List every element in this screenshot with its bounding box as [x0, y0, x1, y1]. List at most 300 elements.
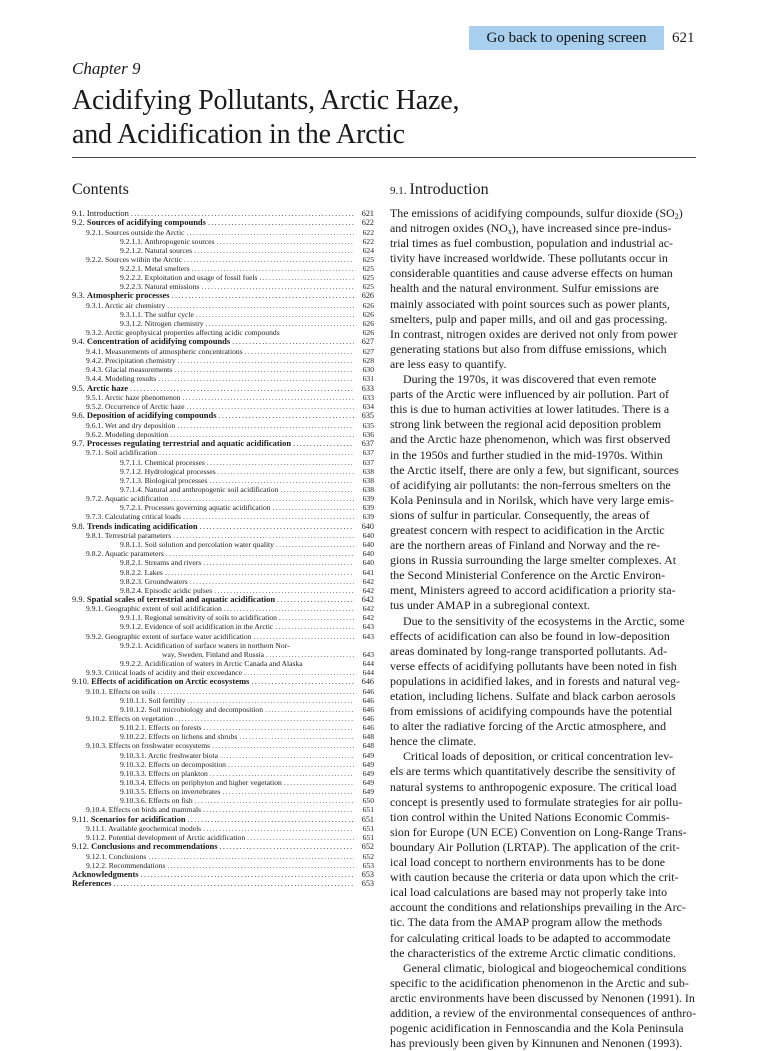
toc-entry[interactable] — [72, 796, 374, 805]
toc-page-number: 630 — [362, 365, 374, 375]
toc-entry[interactable] — [72, 411, 374, 420]
toc-entry-title: 9.2.1.2. Natural sources — [120, 245, 193, 255]
toc-entry-title: 9.3.1.2. Nitrogen chemistry — [120, 319, 204, 329]
toc-page-number: 646 — [362, 723, 374, 733]
toc-page-number: 622 — [362, 227, 374, 237]
paragraph-line: mainly associated with point sources such as power plants, — [390, 296, 670, 311]
toc-leader-dots — [187, 228, 355, 237]
toc-entry[interactable] — [72, 273, 374, 282]
toc-entry[interactable] — [72, 870, 374, 879]
toc-entry[interactable] — [72, 282, 374, 291]
toc-leader-dots — [172, 291, 354, 300]
toc-entry[interactable] — [72, 356, 374, 365]
toc-entry[interactable] — [72, 264, 374, 273]
toc-entry[interactable] — [72, 393, 374, 402]
toc-page-number: 627 — [362, 346, 374, 356]
toc-leader-dots — [195, 796, 354, 805]
toc-page-number: 626 — [362, 300, 374, 310]
toc-page-number: 650 — [362, 796, 374, 806]
toc-entry-title: 9.2.1. Sources outside the Arctic — [86, 227, 185, 237]
toc-page-number: 653 — [362, 860, 374, 870]
toc-page-number: 643 — [362, 649, 374, 659]
toc-leader-dots — [159, 448, 354, 457]
toc-entry-title: 9.7.2. Aquatic acidification — [86, 494, 169, 504]
toc-entry[interactable] — [72, 861, 374, 870]
toc-entry-title: 9.4.1. Measurements of atmospheric concentrations — [86, 346, 243, 356]
toc-leader-dots — [276, 540, 354, 549]
toc-entry[interactable] — [72, 485, 374, 494]
toc-page-number: 644 — [362, 658, 374, 668]
toc-entry-title: 9.3.1. Arctic air chemistry — [86, 300, 166, 310]
toc-page-number: 641 — [362, 567, 374, 577]
paragraph-line: hence the climate. — [390, 734, 477, 749]
toc-entry[interactable] — [72, 632, 374, 641]
toc-page-number: 649 — [362, 759, 374, 769]
toc-entry-title: 9.10.3.4. Effects on periphyton and higher vegetation — [120, 777, 282, 787]
toc-entry[interactable] — [72, 687, 374, 696]
toc-entry-title: 9.11.1. Available geochemical models — [86, 823, 202, 833]
toc-page-number: 635 — [362, 420, 374, 430]
toc-entry[interactable] — [72, 291, 374, 300]
toc-page-number: 640 — [362, 540, 374, 550]
toc-page-number: 652 — [362, 851, 374, 861]
toc-leader-dots — [208, 218, 354, 227]
paragraph-line: parts of the Arctic were influenced by air pollution. Part of — [390, 387, 670, 402]
toc-entry-label: Deposition of acidifying compounds — [86, 411, 217, 421]
toc-entry-title: 9.10.3. Effects on freshwater ecosystems — [86, 741, 211, 751]
toc-leader-dots — [170, 494, 354, 503]
toc-entry[interactable] — [72, 677, 374, 686]
toc-entry-title: 9.5.2. Occurrence of Arctic haze — [86, 402, 185, 412]
paragraph-line: from emissions of acidifying compounds have the potential — [390, 704, 673, 719]
paragraph-line: ical load concept to northern environments has to be done — [390, 855, 666, 870]
toc-entry-number: 9.6. — [72, 411, 87, 421]
paragraph-line: are the northern areas of Finland and Norway and the re- — [390, 538, 661, 553]
toc-leader-dots — [222, 787, 354, 796]
toc-entry[interactable] — [72, 476, 374, 485]
toc-page-number: 642 — [361, 594, 374, 604]
toc-entry-title: 9.9.1.2. Evidence of soil acidification in the Arctic — [120, 622, 274, 632]
toc-entry[interactable] — [72, 824, 374, 833]
paragraph-line: tic. The data from the AMAP program allow the methods — [390, 915, 663, 930]
toc-entry[interactable] — [72, 374, 374, 383]
toc-page-number: 636 — [362, 429, 374, 439]
toc-page-number: 625 — [362, 282, 374, 292]
toc-leader-dots — [173, 531, 354, 540]
toc-entry-title: 9.9.1. Geographic extent of soil acidification — [86, 604, 222, 614]
toc-leader-dots — [232, 337, 354, 346]
toc-entry[interactable] — [72, 741, 374, 750]
toc-leader-dots — [167, 861, 354, 870]
paragraph-line: arctic environments have been discussed by Nenonen (1991). In — [390, 990, 695, 1005]
toc-page-number: 649 — [362, 768, 374, 778]
toc-entry[interactable] — [72, 586, 374, 595]
toc-entry[interactable] — [72, 421, 374, 430]
toc-leader-dots — [203, 805, 354, 814]
toc-page-number: 640 — [362, 549, 374, 559]
toc-page-number: 625 — [362, 264, 374, 274]
toc-leader-dots — [280, 485, 354, 494]
toc-page-number: 635 — [361, 411, 374, 421]
toc-page-number: 625 — [362, 254, 374, 264]
paragraph-line: smelters, pulp and paper mills, and oil and gas processing. — [390, 311, 668, 326]
toc-page-number: 640 — [362, 530, 374, 540]
toc-leader-dots — [175, 714, 354, 723]
paragraph-line: and nitrogen oxides $(NO_x)$, have increased since pre-indus- — [390, 221, 672, 237]
toc-entry-title: 9.7.1.1. Chemical processes — [120, 457, 205, 467]
paragraph-line: In contrast, nitrogen oxides are derived not only from power — [390, 326, 678, 341]
toc-entry-title — [72, 218, 206, 227]
paragraph-line: natural systems to anthropogenic exposure. The critical load — [390, 779, 677, 794]
toc-entry[interactable] — [72, 255, 374, 264]
toc-entry-title — [72, 677, 249, 686]
toc-entry-number: 9.8. — [72, 521, 87, 531]
paragraph-line: considerable quantities and cause adverse effects on human — [390, 266, 673, 281]
paragraph-line: areas dominated by long-range transported pollutants. Ad- — [390, 643, 668, 658]
toc-entry[interactable] — [72, 512, 374, 521]
toc-page-number: 626 — [362, 309, 374, 319]
toc-entry[interactable] — [72, 705, 374, 714]
toc-entry[interactable] — [72, 384, 374, 393]
paragraph-line: the Second Ministerial Conference on the Arctic Environ- — [390, 568, 666, 583]
toc-entry-label: Introduction — [86, 209, 129, 218]
toc-entry-number: 9.12. — [72, 842, 92, 852]
toc-page-number: 637 — [361, 439, 374, 449]
toc-leader-dots — [174, 365, 354, 374]
toc-leader-dots — [177, 421, 354, 430]
toc-entry-title: 9.12.2. Recommendations — [86, 860, 166, 870]
toc-entry[interactable] — [72, 310, 374, 319]
toc-leader-dots — [130, 384, 354, 393]
toc-leader-dots — [207, 458, 354, 467]
toc-leader-dots — [170, 430, 354, 439]
toc-entry[interactable] — [72, 613, 374, 622]
toc-entry[interactable] — [72, 549, 374, 558]
paragraph-line: sion for Europe (UN ECE) Convention on Long-Range Trans- — [390, 824, 687, 839]
toc-leader-dots — [186, 402, 354, 411]
toc-entry[interactable] — [72, 494, 374, 503]
toc-entry-title: 9.12.1. Conclusions — [86, 851, 147, 861]
toc-entry[interactable] — [72, 805, 374, 814]
paragraph-line: in the 1950s and further studied in the mid-1970s. Within — [390, 447, 663, 462]
toc-leader-dots — [218, 467, 354, 476]
toc-entry[interactable] — [72, 319, 374, 328]
toc-page-number: 648 — [362, 741, 374, 751]
toc-page-number: 642 — [362, 576, 374, 586]
toc-entry-number: 9.3. — [72, 291, 87, 301]
paragraph-line: During the 1970s, it was discovered that even remote — [403, 372, 657, 387]
toc-page-number: 626 — [362, 319, 374, 329]
toc-entry-title: 9.5.1. Arctic haze phenomenon — [86, 392, 181, 402]
toc-page-number: 646 — [361, 677, 374, 687]
toc-page-number: 643 — [362, 631, 374, 641]
toc-leader-dots — [210, 769, 354, 778]
toc-entry[interactable] — [72, 751, 374, 760]
toc-entry-title — [72, 879, 112, 888]
toc-entry-title: 9.8.2.4. Episodic acidic pulses — [120, 585, 213, 595]
paragraph-line: account the conditions and relationships prevailing in the Arc- — [390, 900, 686, 915]
toc-entry[interactable] — [72, 723, 374, 732]
toc-entry[interactable] — [72, 365, 374, 374]
toc-entry-label: Effects of acidification on Arctic ecosystems — [91, 677, 250, 687]
toc-entry[interactable] — [72, 879, 374, 888]
paragraph-line: sions of sulfur in particular. Consequently, the areas of — [390, 507, 650, 522]
toc-leader-dots — [184, 255, 354, 264]
toc-entry[interactable] — [72, 430, 374, 439]
toc-entry-title: 9.7.2.1. Processes governing aquatic acidification — [120, 503, 271, 513]
toc-entry-number: 9.4. — [72, 337, 87, 347]
toc-entry[interactable] — [72, 622, 374, 631]
toc-entry-title: 9.8.2. Aquatic parameters — [86, 549, 164, 559]
toc-entry-title: 9.4.3. Glacial measurements — [86, 365, 173, 375]
toc-entry-title: 9.3.1.1. The sulfur cycle — [120, 309, 194, 319]
paragraph-line: Kola Peninsula and in Norilsk, which have very large emis- — [390, 492, 674, 507]
toc-leader-dots — [114, 879, 355, 888]
toc-leader-dots — [192, 264, 354, 273]
toc-entry-title: 9.9.1.1. Regional sensitivity of soils to acidification — [120, 613, 277, 623]
paragraph-line: els are terms which quantitatively describe the sensitivity of — [390, 764, 676, 779]
toc-entry[interactable] — [72, 522, 374, 531]
toc-entry[interactable] — [72, 209, 374, 218]
toc-entry[interactable] — [72, 503, 374, 512]
toc-entry-number: 9.2. — [72, 218, 87, 228]
introduction-heading — [390, 181, 489, 199]
toc-entry[interactable] — [72, 787, 374, 796]
toc-entry-label: Sources of acidifying compounds — [86, 218, 206, 228]
toc-entry[interactable] — [72, 778, 374, 787]
toc-leader-dots — [194, 246, 354, 255]
toc-entry-title: 9.10.2. Effects on vegetation — [86, 714, 174, 723]
chapter-title-line-1: Acidifying Pollutants, Arctic Haze, — [72, 85, 460, 116]
toc-page-number: 639 — [362, 494, 374, 504]
section-title: Introduction — [409, 181, 489, 198]
toc-page-number: 638 — [362, 466, 374, 476]
toc-entry[interactable] — [72, 347, 374, 356]
toc-page-number: 644 — [362, 668, 374, 678]
paragraph-line: General climatic, biological and biogeochemical conditions — [403, 960, 687, 975]
toc-entry-title — [72, 595, 275, 604]
toc-page-number: 651 — [362, 823, 374, 833]
toc-page-number: 625 — [362, 273, 374, 283]
toc-entry-title — [72, 209, 129, 218]
toc-page-number: 634 — [362, 402, 374, 412]
toc-entry-label: Scenarios for acidification — [90, 814, 186, 824]
toc-entry-title: 9.8.2.3. Groundwaters — [120, 576, 188, 586]
toc-entry[interactable] — [72, 604, 374, 613]
go-back-button[interactable]: Go back to opening screen — [469, 26, 664, 50]
toc-entry-title: 9.10.3.3. Effects on plankton — [120, 768, 208, 778]
toc-page-number: 639 — [362, 512, 374, 522]
toc-leader-dots — [216, 237, 354, 246]
toc-leader-dots — [245, 347, 354, 356]
toc-entry-title — [72, 842, 218, 851]
toc-entry[interactable] — [72, 833, 374, 842]
toc-entry[interactable] — [72, 301, 374, 310]
toc-entry[interactable] — [72, 246, 374, 255]
toc-entry[interactable] — [72, 650, 374, 659]
toc-page-number: 646 — [362, 714, 374, 723]
toc-entry-title: 9.2.2.3. Natural emissions — [120, 282, 200, 292]
toc-entry[interactable] — [72, 696, 374, 705]
paragraph-line: generating stations but also from diffuse emissions, which — [390, 341, 667, 356]
toc-page-number: 638 — [362, 475, 374, 485]
toc-entry-number: 9.9. — [72, 594, 87, 604]
toc-entry[interactable] — [72, 595, 374, 604]
title-divider — [72, 157, 696, 158]
toc-entry[interactable] — [72, 558, 374, 567]
toc-leader-dots — [293, 439, 354, 448]
paragraph-line: ment, Ministers agreed to accord acidification a priority sta- — [390, 583, 676, 598]
paragraph-line: greatest concern with respect to acidification in the Arctic — [390, 522, 665, 537]
toc-leader-dots — [266, 650, 354, 659]
toc-entry-label: Acknowledgments — [72, 870, 139, 879]
toc-entry-title — [72, 439, 291, 448]
toc-entry-title: 9.2.2.2. Exploitation and usage of fossil fuels — [120, 273, 258, 283]
toc-leader-dots — [206, 319, 354, 328]
toc-entry-label: Concentration of acidifying compounds — [86, 337, 231, 347]
toc-leader-dots — [187, 696, 354, 705]
toc-entry-title: 9.7.1.4. Natural and anthropogenic soil acidification — [120, 484, 279, 494]
toc-entry[interactable] — [72, 760, 374, 769]
toc-leader-dots — [183, 512, 354, 521]
toc-page-number: 646 — [362, 686, 374, 696]
toc-entry-title — [72, 384, 128, 393]
toc-entry[interactable] — [72, 540, 374, 549]
toc-entry[interactable] — [72, 842, 374, 851]
paragraph-line: strong link between the regional acid deposition problem — [390, 417, 662, 432]
toc-page-number: 637 — [362, 448, 374, 458]
toc-entry[interactable] — [72, 439, 374, 448]
toc-entry[interactable] — [72, 659, 374, 668]
toc-page-number: 627 — [361, 337, 374, 347]
toc-entry-title: 9.9.2.2. Acidification of waters in Arctic Canada and Alaska — [120, 658, 303, 668]
toc-entry-label: Arctic haze — [86, 383, 129, 393]
toc-entry[interactable] — [72, 237, 374, 246]
toc-entry-title: way, Sweden, Finland and Russia — [162, 649, 265, 659]
toc-entry-number: 9.5. — [72, 383, 87, 393]
toc-leader-dots — [254, 632, 354, 641]
toc-entry[interactable] — [72, 402, 374, 411]
toc-leader-dots — [188, 815, 354, 824]
toc-entry-title: 9.2.1.1. Anthropogenic sources — [120, 236, 215, 246]
toc-entry[interactable] — [72, 732, 374, 741]
toc-entry[interactable] — [72, 467, 374, 476]
toc-leader-dots — [214, 586, 354, 595]
toc-page-number: 651 — [362, 805, 374, 815]
toc-entry-title — [72, 870, 139, 879]
toc-entry-title: 9.6.2. Modeling deposition — [86, 429, 169, 439]
toc-entry-title: 9.11.2. Potential development of Arctic acidification — [86, 833, 246, 842]
toc-entry[interactable] — [72, 815, 374, 824]
toc-page-number: 651 — [362, 833, 374, 842]
toc-leader-dots — [244, 668, 354, 677]
toc-leader-dots — [201, 282, 354, 291]
toc-entry-label: Processes regulating terrestrial and aquatic acidification — [86, 439, 292, 449]
toc-leader-dots — [277, 595, 354, 604]
toc-leader-dots — [178, 356, 354, 365]
toc-entry-title: 9.7.1.3. Biological processes — [120, 475, 208, 485]
toc-leader-dots — [196, 310, 354, 319]
toc-leader-dots — [157, 687, 354, 696]
toc-entry-title: 9.10.3.6. Effects on fish — [120, 796, 193, 806]
toc-leader-dots — [212, 741, 354, 750]
toc-page-number: 642 — [362, 604, 374, 614]
toc-page-number: 626 — [362, 328, 374, 338]
toc-entry[interactable] — [72, 228, 374, 237]
toc-leader-dots — [251, 677, 354, 686]
toc-entry-title — [72, 337, 230, 346]
toc-page-number: 649 — [362, 777, 374, 787]
paragraph-line: tus under AMAP in a subregional context. — [390, 598, 591, 613]
chapter-label: Chapter 9 — [72, 59, 141, 78]
toc-entry-title: 9.9.2. Geographic extent of surface water acidification — [86, 631, 252, 641]
toc-entry[interactable] — [72, 458, 374, 467]
toc-entry[interactable] — [72, 577, 374, 586]
toc-leader-dots — [166, 549, 354, 558]
toc-page-number: 651 — [361, 814, 374, 824]
toc-entry-title — [72, 815, 186, 824]
toc-entry-title: 9.3.2. Arctic geophysical properties affecting acidic compounds — [86, 328, 280, 338]
toc-entry[interactable] — [72, 328, 374, 337]
toc-leader-dots — [167, 301, 354, 310]
toc-page-number: 653 — [361, 870, 374, 879]
toc-entry[interactable] — [72, 531, 374, 540]
toc-page-number: 648 — [362, 732, 374, 742]
toc-entry-title: 9.10.1.1. Soil fertility — [120, 695, 186, 705]
paragraph-line: has previously been given by Kinnunen and Nenonen (1993). — [390, 1036, 683, 1051]
paragraph-line: pogenic acidification in Fennoscandia and the Kola Peninsula — [390, 1021, 684, 1036]
toc-entry[interactable] — [72, 641, 374, 650]
toc-entry-label: References — [72, 879, 112, 889]
paragraph-line: tion control within the United Nations Economic Commis- — [390, 809, 670, 824]
toc-leader-dots — [224, 604, 354, 613]
toc-entry-title: 9.8.2.1. Streams and rivers — [120, 558, 202, 568]
toc-leader-dots — [247, 833, 354, 842]
toc-page-number: 640 — [362, 558, 374, 568]
chapter-title — [72, 84, 459, 152]
toc-entry-title: 9.2.2.1. Metal smelters — [120, 264, 190, 274]
toc-page-number: 646 — [362, 704, 374, 714]
toc-page-number: 624 — [362, 245, 374, 255]
paragraph-line: are less easy to quantify. — [390, 356, 507, 371]
toc-entry-label: Spatial scales of terrestrial and aquatic acidification — [86, 594, 276, 604]
contents-heading: Contents — [72, 181, 129, 198]
toc-page-number: 642 — [362, 613, 374, 623]
toc-entry[interactable] — [72, 218, 374, 227]
toc-entry-title: 9.10.2.2. Effects on lichens and shrubs — [120, 732, 238, 742]
toc-leader-dots — [273, 503, 354, 512]
paragraph-line: boundary Air Pollution (LRTAP). The application of the crit- — [390, 839, 680, 854]
toc-leader-dots — [203, 558, 354, 567]
toc-entry-label: Conclusions and recommendations — [91, 842, 218, 852]
toc-entry[interactable] — [72, 668, 374, 677]
toc-entry[interactable] — [72, 769, 374, 778]
toc-entry[interactable] — [72, 337, 374, 346]
toc-entry-number: 9.1. — [72, 209, 87, 218]
toc-entry[interactable] — [72, 568, 374, 577]
toc-entry-label: Trends indicating acidification — [86, 521, 198, 531]
toc-entry[interactable] — [72, 448, 374, 457]
paragraph-line: the Arctic itself, there are only a few, but significant, sources — [390, 462, 679, 477]
toc-entry[interactable] — [72, 714, 374, 723]
toc-entry-title: 9.8.1.1. Soil solution and percolation water quality — [120, 540, 274, 550]
toc-leader-dots — [200, 522, 354, 531]
toc-leader-dots — [275, 622, 354, 631]
toc-page-number: 628 — [362, 355, 374, 365]
toc-page-number: 649 — [362, 787, 374, 797]
toc-entry-title: 9.10.2.1. Effects on forests — [120, 723, 202, 733]
toc-entry[interactable] — [72, 852, 374, 861]
